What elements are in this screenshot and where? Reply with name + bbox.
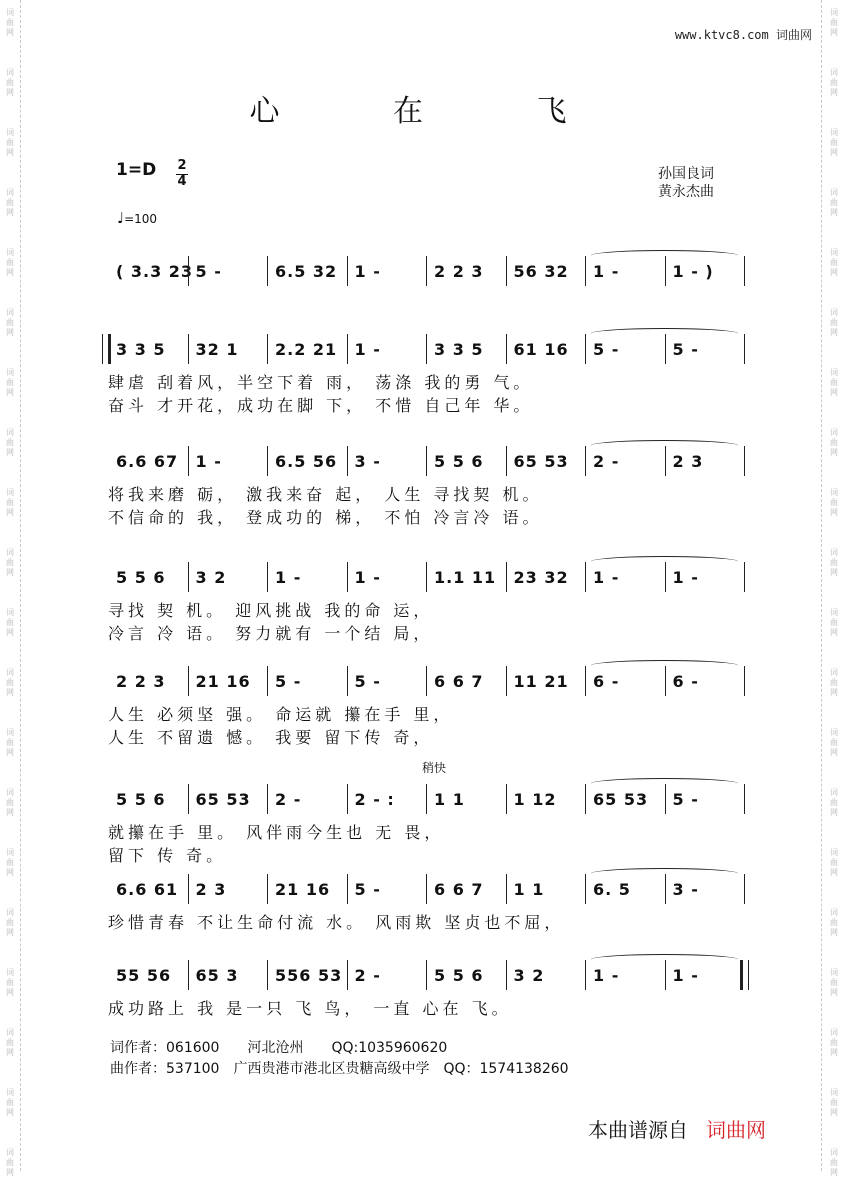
barline: [506, 334, 507, 364]
watermark-char: 网: [6, 328, 14, 337]
watermark-char: 网: [830, 508, 838, 517]
watermark-char: 网: [830, 388, 838, 397]
lyricist-info: 词作者：061600 河北沧州 QQ:1035960620: [110, 1040, 448, 1056]
barline: [506, 784, 507, 814]
measure-notes: 65 53: [195, 790, 251, 809]
barline: [585, 562, 586, 592]
watermark-char: 曲: [6, 918, 14, 927]
barline: [267, 666, 268, 696]
watermark-char: 曲: [830, 78, 838, 87]
lyric-line: 奋斗 才开花，成功在脚 下， 不惜 自己年 华。: [108, 396, 534, 415]
barline: [347, 960, 348, 990]
watermark-char: 网: [830, 448, 838, 457]
measure-notes: 32 1: [195, 340, 239, 359]
watermark-char: 词: [830, 188, 838, 197]
watermark-char: 曲: [830, 798, 838, 807]
watermark-char: 词: [6, 728, 14, 737]
barline: [426, 334, 427, 364]
measure-notes: 6.6 61: [116, 880, 179, 899]
end-barline: [744, 784, 745, 814]
left-watermark-strip: [0, 0, 22, 1177]
meter-top: 2: [177, 158, 187, 173]
watermark-char: 曲: [830, 1158, 838, 1167]
tempo-mark: ♩=100: [117, 209, 158, 227]
measure-notes: 2 -: [593, 452, 620, 471]
watermark-char: 网: [6, 988, 14, 997]
watermark-char: 词: [830, 308, 838, 317]
watermark-char: 网: [830, 808, 838, 817]
measure-notes: 5 -: [275, 672, 302, 691]
measure-notes: 3 3 5: [116, 340, 166, 359]
measure-notes: 21 16: [275, 880, 331, 899]
watermark-char: 曲: [6, 618, 14, 627]
watermark-char: 曲: [6, 18, 14, 27]
barline: [347, 874, 348, 904]
measure-notes: 2 - :: [354, 790, 395, 809]
watermark-char: 词: [6, 8, 14, 17]
watermark-char: 网: [6, 748, 14, 757]
watermark-char: 词: [6, 428, 14, 437]
tie-slur: [591, 868, 738, 879]
measure-notes: 6 6 7: [434, 672, 484, 691]
watermark-char: 词: [6, 668, 14, 677]
barline: [506, 256, 507, 286]
right-watermark-strip: [820, 0, 842, 1177]
measure-notes: 56 32: [513, 262, 569, 281]
measure-notes: 3 -: [354, 452, 381, 471]
barline: [347, 666, 348, 696]
source-line: [588, 1114, 766, 1143]
measure-notes: 1 -: [354, 262, 381, 281]
watermark-char: 网: [830, 328, 838, 337]
watermark-char: 曲: [6, 378, 14, 387]
watermark-char: 网: [830, 688, 838, 697]
watermark-char: 曲: [830, 558, 838, 567]
watermark-char: 曲: [830, 858, 838, 867]
watermark-char: 曲: [830, 138, 838, 147]
measure-notes: 2 2 3: [116, 672, 166, 691]
watermark-char: 网: [6, 628, 14, 637]
lyric-line: 留下 传 奇。: [108, 846, 227, 865]
lyric-line: 珍惜青春 不让生命付流 水。 风雨欺 坚贞也不屈，: [108, 913, 565, 932]
measure-notes: 1 -: [672, 568, 699, 587]
lyric-line: 肆虐 刮着风，半空下着 雨， 荡涤 我的勇 气。: [108, 373, 534, 392]
watermark-char: 曲: [6, 1158, 14, 1167]
watermark-char: 词: [6, 908, 14, 917]
watermark-char: 网: [6, 568, 14, 577]
watermark-char: 词: [6, 1028, 14, 1037]
barline: [267, 784, 268, 814]
watermark-char: 词: [6, 488, 14, 497]
measure-notes: 6.5 32: [275, 262, 338, 281]
measure-notes: 1 -: [275, 568, 302, 587]
watermark-char: 曲: [6, 678, 14, 687]
measure-notes: 5 -: [354, 880, 381, 899]
watermark-char: 曲: [830, 498, 838, 507]
watermark-char: 网: [830, 628, 838, 637]
watermark-char: 词: [6, 248, 14, 257]
watermark-char: 曲: [830, 1098, 838, 1107]
measure-notes: 5 -: [354, 672, 381, 691]
barline: [506, 562, 507, 592]
barline: [585, 784, 586, 814]
watermark-char: 词: [6, 68, 14, 77]
watermark-char: 曲: [6, 1038, 14, 1047]
watermark-char: 曲: [830, 378, 838, 387]
watermark-char: 网: [830, 208, 838, 217]
tie-slur: [591, 328, 738, 339]
watermark-char: 词: [830, 128, 838, 137]
measure-notes: 3 2: [513, 966, 545, 985]
watermark-char: 词: [830, 68, 838, 77]
measure-notes: 1 -: [354, 340, 381, 359]
barline: [585, 666, 586, 696]
watermark-char: 曲: [830, 618, 838, 627]
measure-notes: 1 1: [434, 790, 465, 809]
watermark-char: 词: [6, 1148, 14, 1157]
measure-notes: 21 16: [195, 672, 251, 691]
end-barline: [744, 666, 745, 696]
watermark-char: 网: [6, 928, 14, 937]
watermark-char: 曲: [6, 558, 14, 567]
barline: [506, 874, 507, 904]
barline: [585, 874, 586, 904]
barline: [426, 666, 427, 696]
barline: [188, 334, 189, 364]
barline: [188, 562, 189, 592]
watermark-char: 网: [6, 808, 14, 817]
end-barline: [744, 562, 745, 592]
measure-notes: 1 1: [513, 880, 545, 899]
measure-notes: 5 5 6: [434, 966, 484, 985]
composer-info: 曲作者：537100 广西贵港市港北区贵糖高级中学 QQ：1574138260: [110, 1061, 569, 1077]
barline: [506, 666, 507, 696]
barline: [347, 256, 348, 286]
watermark-char: 网: [830, 268, 838, 277]
measure-notes: 23 32: [513, 568, 569, 587]
barline: [426, 960, 427, 990]
measure-notes: 6. 5: [593, 880, 631, 899]
watermark-char: 词: [830, 248, 838, 257]
watermark-char: 曲: [830, 18, 838, 27]
watermark-char: 词: [6, 968, 14, 977]
barline: [267, 874, 268, 904]
barline: [506, 960, 507, 990]
barline: [267, 334, 268, 364]
tie-slur: [591, 556, 738, 567]
barline: [506, 446, 507, 476]
watermark-char: 网: [830, 1168, 838, 1177]
watermark-char: 词: [6, 368, 14, 377]
measure-notes: 6 6 7: [434, 880, 484, 899]
barline: [188, 446, 189, 476]
measure-notes: 1 -: [593, 966, 620, 985]
watermark-char: 网: [6, 28, 14, 37]
measure-notes: 2 -: [354, 966, 381, 985]
watermark-char: 词: [6, 188, 14, 197]
measure-notes: 65 53: [593, 790, 649, 809]
tempo-change-mark: 稍快: [422, 761, 447, 775]
barline: [347, 784, 348, 814]
tie-slur: [591, 954, 738, 965]
end-barline: [744, 874, 745, 904]
watermark-char: 网: [6, 88, 14, 97]
watermark-char: 曲: [6, 498, 14, 507]
measure-notes: 3 2: [195, 568, 227, 587]
watermark-char: 曲: [6, 978, 14, 987]
measure-notes: 5 5 6: [116, 568, 166, 587]
measure-notes: 61 16: [513, 340, 569, 359]
lyric-line: 不信命的 我， 登成功的 梯， 不怕 冷言冷 语。: [108, 508, 543, 527]
watermark-char: 网: [6, 208, 14, 217]
composer-credit: 黄永杰曲: [658, 184, 714, 200]
measure-notes: ( 3.3 23: [116, 262, 194, 281]
watermark-char: 网: [6, 1048, 14, 1057]
measure-notes: 1 -: [593, 262, 620, 281]
watermark-char: 网: [6, 268, 14, 277]
barline: [188, 784, 189, 814]
tie-slur: [591, 778, 738, 789]
watermark-char: 网: [830, 88, 838, 97]
watermark-char: 曲: [6, 438, 14, 447]
watermark-char: 网: [830, 868, 838, 877]
barline: [426, 446, 427, 476]
watermark-char: 词: [830, 908, 838, 917]
barline: [188, 874, 189, 904]
watermark-char: 网: [6, 1108, 14, 1117]
watermark-char: 网: [830, 988, 838, 997]
watermark-char: 曲: [6, 198, 14, 207]
measure-notes: 5 -: [672, 790, 699, 809]
source-brand[interactable]: 词曲网: [706, 1118, 766, 1142]
lyric-line: 寻找 契 机。 迎风挑战 我的命 运，: [108, 601, 434, 620]
watermark-char: 词: [830, 1088, 838, 1097]
measure-notes: 5 -: [195, 262, 222, 281]
watermark-char: 词: [830, 548, 838, 557]
barline: [585, 256, 586, 286]
barline: [267, 446, 268, 476]
watermark-char: 词: [830, 968, 838, 977]
watermark-char: 词: [830, 1148, 838, 1157]
watermark-char: 曲: [830, 918, 838, 927]
watermark-char: 曲: [830, 738, 838, 747]
watermark-char: 网: [830, 148, 838, 157]
tie-slur: [591, 440, 738, 451]
lyric-line: 冷言 冷 语。 努力就有 一个结 局，: [108, 624, 434, 643]
barline: [347, 446, 348, 476]
barline: [267, 256, 268, 286]
barline: [585, 334, 586, 364]
site-url[interactable]: www.ktvc8.com 词曲网: [674, 28, 812, 42]
measure-notes: 6 -: [672, 672, 699, 691]
watermark-char: 曲: [830, 678, 838, 687]
watermark-char: 网: [6, 868, 14, 877]
watermark-char: 词: [830, 788, 838, 797]
barline: [426, 256, 427, 286]
end-barline: [744, 446, 745, 476]
measure-notes: 1 -: [195, 452, 222, 471]
measure-notes: 2 2 3: [434, 262, 484, 281]
watermark-char: 曲: [6, 138, 14, 147]
measure-notes: 65 53: [513, 452, 569, 471]
watermark-char: 词: [830, 8, 838, 17]
barline: [585, 446, 586, 476]
measure-notes: 3 3 5: [434, 340, 484, 359]
watermark-char: 词: [830, 608, 838, 617]
watermark-char: 网: [830, 1048, 838, 1057]
barline: [267, 960, 268, 990]
watermark-char: 曲: [6, 1098, 14, 1107]
measure-notes: 2 3: [672, 452, 704, 471]
measure-notes: 1 -: [354, 568, 381, 587]
watermark-char: 曲: [830, 318, 838, 327]
barline: [426, 784, 427, 814]
measure-notes: 55 56: [116, 966, 172, 985]
barline: [426, 562, 427, 592]
song-title: 心 在 飞: [249, 94, 619, 129]
watermark-char: 词: [6, 308, 14, 317]
watermark-char: 网: [6, 388, 14, 397]
measure-notes: 5 -: [672, 340, 699, 359]
lyric-line: 人生 不留遗 憾。 我要 留下传 奇，: [108, 728, 434, 747]
measure-notes: 2.2 21: [275, 340, 338, 359]
barline: [347, 562, 348, 592]
watermark-char: 网: [6, 688, 14, 697]
watermark-char: 网: [6, 448, 14, 457]
measure-notes: 5 5 6: [116, 790, 166, 809]
watermark-char: 曲: [830, 258, 838, 267]
watermark-char: 曲: [6, 738, 14, 747]
watermark-char: 词: [6, 128, 14, 137]
measure-notes: 6.6 67: [116, 452, 179, 471]
measure-notes: 2 3: [195, 880, 227, 899]
measure-notes: 1 -: [593, 568, 620, 587]
watermark-char: 曲: [6, 78, 14, 87]
measure-notes: 556 53: [275, 966, 343, 985]
watermark-char: 词: [6, 548, 14, 557]
watermark-char: 网: [6, 1168, 14, 1177]
barline: [188, 960, 189, 990]
tie-slur: [591, 660, 738, 671]
watermark-char: 网: [6, 148, 14, 157]
lyric-line: 将我来磨 砺， 激我来奋 起， 人生 寻找契 机。: [108, 485, 543, 504]
barline: [347, 334, 348, 364]
repeat-start-barline: [102, 334, 111, 364]
measure-notes: 6.5 56: [275, 452, 338, 471]
watermark-char: 词: [830, 668, 838, 677]
measure-notes: 1.1 11: [434, 568, 497, 587]
meter-bottom: 4: [177, 174, 187, 189]
lyric-line: 成功路上 我 是一只 飞 鸟， 一直 心在 飞。: [108, 999, 512, 1018]
watermark-char: 曲: [6, 858, 14, 867]
watermark-char: 曲: [6, 318, 14, 327]
barline: [188, 666, 189, 696]
end-barline: [744, 256, 745, 286]
measure-notes: 3 -: [672, 880, 699, 899]
watermark-char: 网: [830, 928, 838, 937]
barline: [188, 256, 189, 286]
watermark-char: 词: [830, 1028, 838, 1037]
lyric-line: 人生 必须坚 强。 命运就 攥在手 里，: [108, 705, 454, 724]
watermark-char: 词: [6, 848, 14, 857]
watermark-char: 词: [830, 368, 838, 377]
watermark-char: 网: [6, 508, 14, 517]
lyricist-credit: 孙国良词: [658, 166, 714, 182]
watermark-char: 词: [830, 428, 838, 437]
measure-notes: 1 - ): [672, 262, 714, 281]
measure-notes: 2 -: [275, 790, 302, 809]
lyric-line: 就攥在手 里。 风伴雨今生也 无 畏，: [108, 823, 445, 842]
watermark-char: 词: [6, 1088, 14, 1097]
source-prefix: 本曲谱源自: [588, 1118, 688, 1142]
measure-notes: 65 3: [195, 966, 239, 985]
barline: [267, 562, 268, 592]
watermark-char: 曲: [830, 198, 838, 207]
watermark-char: 网: [830, 748, 838, 757]
end-barline: [744, 334, 745, 364]
measure-notes: 11 21: [513, 672, 569, 691]
measure-notes: 1 12: [513, 790, 557, 809]
watermark-char: 曲: [6, 798, 14, 807]
watermark-char: 词: [6, 788, 14, 797]
measure-notes: 5 -: [593, 340, 620, 359]
watermark-char: 曲: [830, 1038, 838, 1047]
watermark-char: 曲: [830, 978, 838, 987]
watermark-char: 词: [830, 728, 838, 737]
watermark-char: 词: [6, 608, 14, 617]
tie-slur: [591, 250, 738, 261]
end-barline: [740, 960, 749, 990]
watermark-char: 网: [830, 568, 838, 577]
watermark-char: 曲: [6, 258, 14, 267]
measure-notes: 1 -: [672, 966, 699, 985]
key-signature: 1=D: [116, 160, 157, 180]
measure-notes: 6 -: [593, 672, 620, 691]
watermark-char: 网: [830, 28, 838, 37]
watermark-char: 网: [830, 1108, 838, 1117]
measure-notes: 5 5 6: [434, 452, 484, 471]
barline: [585, 960, 586, 990]
watermark-char: 词: [830, 488, 838, 497]
watermark-char: 词: [830, 848, 838, 857]
barline: [426, 874, 427, 904]
watermark-char: 曲: [830, 438, 838, 447]
